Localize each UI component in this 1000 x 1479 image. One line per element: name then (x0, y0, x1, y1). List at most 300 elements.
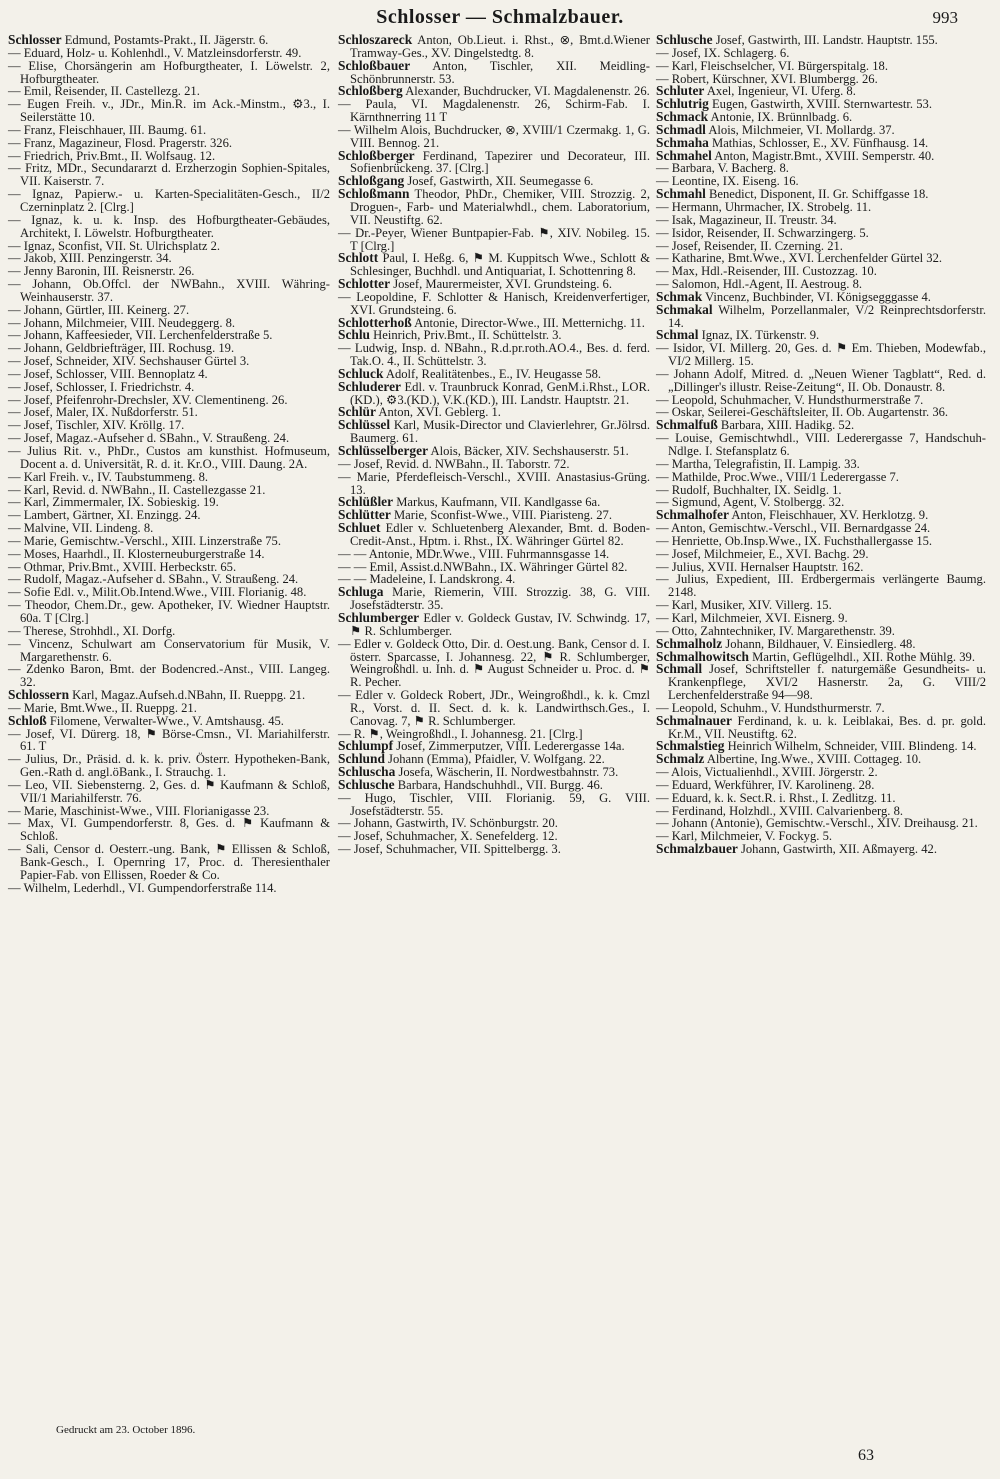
entry-surname: — (8, 803, 21, 818)
entry-surname: — (8, 662, 21, 677)
entry-surname: — (8, 58, 21, 73)
entry-details: Karl, Musiker, XIV. Villerg. 15. (668, 598, 832, 613)
entry-surname: — (8, 585, 21, 600)
entry-details: Johann, Gürtler, III. Keinerg. 27. (20, 302, 190, 317)
entry-details: Edl. v. Traunbruck Konrad, GenM.i.Rhst., LOR.(KD.), ⚙3.(KD.), V.K.(KD.), III. Landstr. Hauptstr. 21. (350, 379, 650, 407)
entry-details: Eugen, Gastwirth, XVIII. Sternwartestr. 53. (708, 97, 932, 112)
entry-surname: — (8, 405, 21, 420)
entry-details: Marie, Riemerin, VIII. Strozzig. 38, G. VIII. Josefstädterstr. 35. (350, 585, 650, 613)
entry-details: Antonie, MDr.Wwe., VIII. Fuhrmannsgasse 14. (366, 546, 610, 561)
entry-details: Karl, Magaz.Aufseh.d.NBahn, II. Rueppg. 21. (69, 688, 306, 703)
entry-details: Emil, Reisender, II. Castellezg. 21. (20, 84, 200, 99)
page-header (0, 6, 1000, 32)
entry-surname: Schluderer (338, 378, 401, 394)
entry-surname: Schmalholz (656, 635, 723, 651)
entry-surname: — (8, 700, 21, 715)
entry-surname: — (656, 623, 669, 638)
entry-surname: — (656, 572, 669, 587)
running-title: Schlosser — Schmalzbauer. (376, 6, 624, 28)
entry-surname: — (8, 508, 21, 523)
entry-surname: Schlusche (656, 32, 713, 47)
page-number: 993 (932, 8, 958, 27)
directory-entry (8, 214, 330, 240)
entry-surname: — (8, 251, 21, 266)
entry-surname: — (656, 533, 669, 548)
entry-details: Leo, VII. Siebensterng. 2, Ges. d. ⚑ Kaufmann & Schloß, VII/1 Mariahilferstr. 76. (20, 777, 330, 805)
entry-surname: Schlosser (8, 32, 62, 47)
entry-details: Isak, Magazineur, II. Treustr. 34. (668, 212, 837, 227)
entry-details: Madeleine, I. Landskrong. 4. (366, 572, 516, 587)
entry-surname: Schmack (656, 109, 709, 125)
entry-details: Josef, Maurermeister, XVI. Grundsteing. 6. (390, 277, 612, 292)
entry-details: Ludwig, Insp. d. NBahn., R.d.pr.roth.AO.4., Bes. d. ferd. Tak.O. 4., II. Schüttelstr. 3. (350, 341, 650, 369)
entry-surname: Schmalfuß (656, 417, 718, 433)
entry-surname: Schluscha (338, 764, 396, 780)
entry-details: Friedrich, Priv.Bmt., II. Wolfsaug. 12. (20, 148, 216, 163)
entry-surname: Schmahel (656, 147, 712, 163)
entry-details: Isidor, Reisender, II. Schwarzingerg. 5. (668, 225, 869, 240)
entry-details: Wilhelm, Porzellanmaler, V/2 Reinprechtsdorferstr. 14. (668, 302, 986, 330)
entry-details: Marie, Bmt.Wwe., II. Rueppg. 21. (20, 700, 197, 715)
entry-details: Julius, Expedient, III. Erdbergermais verlängerte Baumg. 2148. (668, 572, 986, 600)
entry-details: Leopoldine, F. Schlotter & Hanisch, Kreidenverfertiger, XVI. Grundsteing. 6. (350, 289, 650, 317)
directory-entry (338, 471, 650, 497)
entry-surname: — (8, 495, 21, 510)
entry-details: Jenny Baronin, III. Reisnerstr. 26. (20, 264, 195, 279)
entry-surname: Schmalz (656, 751, 705, 767)
entry-details: Robert, Kürschner, XVI. Blumbergg. 26. (668, 71, 878, 86)
entry-surname: — (656, 277, 669, 292)
entry-surname: — (656, 598, 669, 613)
directory-entry (656, 368, 986, 394)
entry-details: Axel, Ingenieur, VI. Uferg. 8. (704, 84, 856, 99)
entry-surname: — (8, 238, 21, 253)
entry-surname: Schlu (338, 327, 371, 343)
entry-surname: — (8, 598, 21, 613)
entry-surname: Schloßbauer (338, 57, 411, 73)
entry-details: Josef, Revid. d. NWBahn., II. Taborstr. 72. (350, 456, 570, 471)
entry-surname: — (656, 264, 669, 279)
entry-surname: — (8, 97, 21, 112)
entry-details: Emil, Assist.d.NWBahn., IX. Währinger Gürtel 82. (366, 559, 628, 574)
directory-entry (338, 252, 650, 278)
entry-details: Alois, Bäcker, XIV. Sechshauserstr. 51. (428, 444, 629, 458)
entry-surname: — (8, 418, 21, 433)
entry-details: Ferdinand, k. u. k. Leiblakai, Bes. d. pr. gold. Kr.M., VII. Neustiftg. 62. (668, 713, 986, 741)
entry-surname: — (338, 97, 351, 112)
entry-details: Benedict, Disponent, II. Gr. Schiffgasse 18. (705, 187, 929, 202)
entry-surname: Schluter (656, 83, 705, 99)
entry-surname: — (656, 392, 669, 407)
entry-details: Marie, Gemischtw.-Verschl., XIII. Linzerstraße 75. (20, 533, 282, 548)
entry-surname: — (656, 790, 669, 805)
entry-details: Zdenko Baron, Bmt. der Bodencred.-Anst., VIII. Langeg. 32. (20, 662, 330, 690)
entry-details: Moses, Haarhdl., II. Klosterneuburgerstraße 14. (20, 546, 265, 561)
directory-entry (338, 342, 650, 368)
directory-entry (8, 162, 330, 188)
entry-surname: — (8, 546, 21, 561)
entry-details: Karl, Musik-Director und Clavierlehrer, Gr.Jölrsd. Baumerg. 61. (350, 418, 650, 446)
directory-entry (8, 753, 330, 779)
entry-details: Heinrich, Priv.Bmt., II. Schüttelstr. 3. (370, 328, 562, 343)
entry-details: Vincenz, Schulwart am Conservatorium für Musik, V. Margarethenstr. 6. (20, 636, 330, 664)
entry-details: Josefa, Wäscherin, II. Nordwestbahnstr. 73. (395, 765, 619, 780)
entry-surname: — (8, 148, 21, 163)
entry-surname: — (338, 688, 351, 703)
entry-details: Katharine, Bmt.Wwe., XVI. Lerchenfelder Gürtel 32. (668, 251, 943, 266)
directory-entry (656, 432, 986, 458)
entry-surname: Schloßmann (338, 186, 410, 202)
entry-details: Ferdinand, Tapezirer und Decorateur, III. Sofienbrückeng. 37. [Clrg.] (350, 148, 650, 176)
entry-details: Johann Adolf, Mitred. d. „Neuen Wiener Tagblatt“, Red. d. „Dillinger's illustr. Reise-Zeitung“, II. Ob. Donaustr. 8. (668, 366, 986, 394)
entry-details: Max, VI. Gumpendorferstr. 8, Ges. d. ⚑ Kaufmann & Schloß. (20, 816, 330, 844)
entry-surname: — (656, 45, 669, 60)
entry-details: Theodor, PhDr., Chemiker, VIII. Strozzig. 2, Droguen-, Farb- und Materialwhdl., chem. Laboratorium, VII. Neustiftg. 62. (350, 187, 650, 227)
directory-entry (656, 342, 986, 368)
entry-surname: Schmalstieg (656, 738, 725, 754)
entry-surname: — (8, 187, 21, 202)
entry-details: Johann, Bildhauer, V. Einsiedlerg. 48. (722, 636, 916, 651)
entry-surname: — (338, 289, 351, 304)
entry-surname: Schlüssel (338, 417, 391, 433)
entry-details: Josef, Reisender, II. Czerning. 21. (668, 238, 843, 253)
entry-details: Adolf, Realitätenbes., E., IV. Heugasse 58. (383, 366, 602, 381)
entry-details: Max, Hdl.-Reisender, III. Custozzag. 10. (668, 264, 877, 279)
entry-details: Anton, Magistr.Bmt., XVIII. Semperstr. 40. (711, 148, 935, 163)
entry-details: Josef, Schuhmacher, X. Senefelderg. 12. (350, 829, 558, 844)
entry-surname: — (8, 636, 21, 651)
directory-entry (338, 638, 650, 689)
entry-details: Filomene, Verwalter-Wwe., V. Amtshausg. 45. (46, 713, 284, 728)
entry-surname: Schmalhowitsch (656, 648, 750, 664)
entry-details: Heinrich Wilhelm, Schneider, VIII. Blindeng. 14. (724, 739, 977, 754)
entry-surname: Schloß (8, 712, 47, 728)
entry-surname: — — (338, 559, 367, 574)
directory-entry (338, 792, 650, 818)
entry-surname: — (8, 161, 21, 176)
entry-surname: — (338, 816, 351, 831)
entry-surname: Schloszareck (338, 32, 413, 47)
entry-surname: — (8, 379, 21, 394)
entry-details: Antonie, IX. Brünnlbadg. 6. (708, 110, 853, 125)
entry-details: Karl, Milchmeier, V. Fockyg. 5. (668, 829, 833, 844)
entry-surname: Schmall (656, 661, 703, 677)
entry-surname: Schmak (656, 288, 703, 304)
entry-details: Karl, Revid. d. NWBahn., II. Castellezgasse 21. (20, 482, 266, 497)
entry-surname: — (338, 341, 351, 356)
directory-entry (338, 291, 650, 317)
entry-surname: Schlusche (338, 776, 395, 792)
entry-surname: — (8, 264, 21, 279)
entry-surname: — (338, 225, 351, 240)
entry-details: Hermann, Uhrmacher, IX. Strobelg. 11. (668, 199, 872, 214)
entry-details: Mathilde, Proc.Wwe., VIII/1 Lederergasse 7. (668, 469, 899, 484)
entry-surname: — (338, 456, 351, 471)
entry-details: Eduard, Werkführer, IV. Karolineng. 28. (668, 777, 875, 792)
entry-details: Anton, Gemischtw.-Verschl., VII. Bernardgasse 24. (668, 521, 931, 536)
entry-details: Johann, Ob.Offcl. der NWBahn., XVIII. Währing-Weinhauserstr. 37. (20, 277, 330, 304)
entry-details: Ignaz, k. u. k. Insp. des Hofburgtheater-Gebäudes, Architekt, I. Löwelstr. Hofburgtheater. (20, 212, 330, 240)
entry-details: Josef, Magaz.-Aufseher d. SBahn., V. Straußeng. 24. (20, 431, 290, 446)
entry-surname: — (338, 790, 351, 805)
entry-details: Josef, Tischler, XIV. Kröllg. 17. (20, 418, 185, 433)
entry-details: Eduard, Holz- u. Kohlenhdl., V. Matzleinsdorferstr. 49. (20, 45, 302, 60)
entry-surname: — (656, 559, 669, 574)
entry-surname: — (8, 328, 21, 343)
directory-entry (8, 188, 330, 214)
entry-surname: — (8, 521, 21, 536)
entry-surname: — (8, 572, 21, 587)
entry-surname: — (8, 482, 21, 497)
entry-details: Anton, Tischler, XII. Meidling-Schönbrunnerstr. 53. (350, 58, 650, 86)
entry-surname: — (8, 341, 21, 356)
entry-details: Jakob, XIII. Penzingerstr. 34. (20, 251, 172, 266)
entry-details: Isidor, VI. Millerg. 20, Ges. d. ⚑ Em. Thieben, Modewfab., VI/2 Millerg. 15. (668, 341, 986, 369)
entry-details: Edler v. Goldeck Gustav, IV. Schwindg. 17, ⚑ R. Schlumberger. (350, 610, 650, 638)
entry-details: Franz, Fleischhauer, III. Baumg. 61. (20, 122, 207, 137)
directory-entry (338, 34, 650, 60)
entry-details: Johann, Gastwirth, IV. Schönburgstr. 20. (350, 816, 558, 831)
entry-surname: Schmakal (656, 301, 713, 317)
entry-surname: Schluck (338, 365, 384, 381)
entry-surname: Schlütter (338, 507, 391, 523)
directory-entry (8, 663, 330, 689)
entry-details: Oskar, Seilerei-Geschäftsleiter, II. Ob. Augartenstr. 36. (668, 405, 949, 420)
entry-details: Eugen Freih. v., JDr., Min.R. im Ack.-Minstm., ⚙3., I. Seilerstätte 10. (20, 97, 330, 125)
entry-details: Josef, Schlosser, VIII. Bennoplatz 4. (20, 366, 208, 381)
entry-details: Vincenz, Buchbinder, VI. Königsegggasse 4. (702, 289, 931, 304)
entry-details: Henriette, Ob.Insp.Wwe., IX. Fuchsthallergasse 15. (668, 533, 933, 548)
entry-surname: — (656, 405, 669, 420)
entry-details: Alexander, Buchdrucker, VI. Magdalenenstr. 26. (402, 84, 650, 99)
entry-surname: — (8, 533, 21, 548)
entry-surname: — (656, 765, 669, 780)
entry-surname: Schlutrig (656, 96, 709, 112)
directory-column-2 (338, 34, 650, 856)
entry-details: Edler v. Schluetenberg Alexander, Bmt. d. Boden-Credit-Anst., Hptm. i. Rhst., IX. Währinger Gürtel 82. (350, 521, 650, 548)
entry-details: Julius, Dr., Präsid. d. k. k. priv. Österr. Hypotheken-Bank, Gen.-Rath d. angl.öBank., I. Strauchg. 1. (20, 752, 330, 780)
directory-entry (656, 573, 986, 599)
directory-entry (656, 843, 986, 856)
entry-details: Josef, VI. Dürerg. 18, ⚑ Börse-Cmsn., VI. Mariahilferstr. 61. T (20, 726, 330, 754)
entry-surname: — (656, 456, 669, 471)
entry-surname: — — (338, 546, 367, 561)
entry-surname: — (656, 482, 669, 497)
entry-surname: — (656, 341, 669, 356)
entry-details: Edmund, Postamts-Prakt., II. Jägerstr. 6. (61, 33, 269, 47)
entry-details: Josef, Maler, IX. Nußdorferstr. 51. (20, 405, 198, 420)
entry-details: Josef, Milchmeier, E., XVI. Bachg. 29. (668, 546, 869, 561)
directory-entry (338, 419, 650, 445)
entry-details: Karl Freih. v., IV. Taubstummeng. 8. (20, 469, 209, 484)
entry-details: Rudolf, Magaz.-Aufseher d. SBahn., V. Straußeng. 24. (20, 572, 299, 587)
entry-surname: — (656, 71, 669, 86)
entry-details: Franz, Magazineur, Flosd. Pragerstr. 326. (20, 135, 233, 150)
entry-surname: Schmalnauer (656, 712, 732, 728)
print-date: Gedruckt am 23. October 1896. (56, 1424, 196, 1436)
entry-details: Karl, Zimmermaler, IX. Sobieskig. 19. (20, 495, 219, 510)
entry-surname: Schlotter (338, 276, 391, 292)
directory-entry (338, 586, 650, 612)
entry-details: Othmar, Priv.Bmt., XVIII. Herbeckstr. 65. (20, 559, 237, 574)
entry-surname: — (656, 174, 669, 189)
entry-surname: Schmahl (656, 186, 706, 202)
entry-surname: — (656, 199, 669, 214)
entry-details: Leontine, IX. Eiseng. 16. (668, 174, 799, 189)
entry-surname: — (656, 469, 669, 484)
entry-details: Marie, Sconfist-Wwe., VIII. Piaristeng. 27. (390, 508, 612, 523)
entry-surname: — (656, 251, 669, 266)
entry-surname: — (8, 366, 21, 381)
entry-surname: Schloßberg (338, 83, 403, 99)
directory-entry (338, 124, 650, 150)
entry-details: Elise, Chorsängerin am Hofburgtheater, I. Löwelstr. 2, Hofburgtheater. (20, 58, 330, 86)
entry-details: Paul, I. Heßg. 6, ⚑ M. Kuppitsch Wwe., Schlott & Schlesinger, Buchhdl. und Antiquariat, I. Schottenring 8. (350, 251, 650, 279)
entry-details: Sigmund, Agent, V. Stolbergg. 32. (668, 495, 845, 510)
directory-entry (338, 378, 650, 407)
entry-surname: — (656, 521, 669, 536)
entry-surname: — (8, 392, 21, 407)
entry-surname: Schlüsselberger (338, 443, 429, 458)
entry-details: Mathias, Schlosser, E., XV. Fünfhausg. 14. (708, 135, 929, 150)
directory-column-3 (656, 34, 986, 856)
entry-details: Karl, Fleischselcher, VI. Bürgerspitalg. 18. (668, 58, 888, 73)
entry-details: Ignaz, IX. Türkenstr. 9. (698, 328, 820, 343)
directory-entry (8, 728, 330, 754)
entry-surname: — (338, 842, 351, 857)
entry-surname: — (656, 803, 669, 818)
directory-entry (338, 57, 650, 86)
entry-details: R. ⚑, Weingroßhdl., I. Johannesg. 21. [Clrg.] (350, 726, 583, 741)
entry-surname: — (8, 302, 21, 317)
entry-surname: Schloßgang (338, 173, 405, 189)
entry-details: Ferdinand, Holzhdl., XVIII. Calvarienberg. 8. (668, 803, 904, 818)
entry-surname: — (656, 366, 669, 381)
directory-entry (8, 278, 330, 304)
entry-surname: — (8, 315, 21, 330)
entry-details: Hugo, Tischler, VIII. Florianig. 59, G. VIII. Josefstädterstr. 55. (350, 790, 650, 818)
entry-surname: — (8, 559, 21, 574)
entry-details: Alois, Milchmeier, VI. Mollardg. 37. (705, 122, 895, 137)
entry-details: Ignaz, Sconfist, VII. St. Ulrichsplatz 2. (20, 238, 221, 253)
entry-surname: — (338, 122, 351, 137)
entry-details: Alois, Victualienhdl., XVIII. Jörgerstr. 2. (668, 765, 878, 780)
entry-surname: — (656, 225, 669, 240)
directory-entry (8, 599, 330, 625)
entry-surname: — (338, 829, 351, 844)
entry-details: Johann (Antonie), Gemischtw.-Verschl., XIV. Dreihausg. 21. (668, 816, 978, 831)
entry-surname: Schlossern (8, 687, 70, 703)
entry-surname: — (656, 816, 669, 831)
entry-surname: — (8, 623, 21, 638)
directory-entry (338, 98, 650, 124)
entry-surname: Schlumberger (338, 609, 420, 625)
directory-entry (338, 689, 650, 728)
entry-details: Antonie, Director-Wwe., III. Metternichg. 11. (411, 315, 645, 330)
entry-surname: — (8, 277, 21, 292)
entry-surname: — (656, 58, 669, 73)
entry-details: Sali, Censor d. Oesterr.-ung. Bank, ⚑ Ellissen & Schloß, Bank-Gesch., I. Opernring 17, Proc. d. Theresienthaler Papier-Fab. von Ellissen, Roeder & Co. (20, 842, 330, 882)
entry-details: Julius, XVII. Hernalser Hauptstr. 162. (668, 559, 864, 574)
entry-surname: — (656, 829, 669, 844)
entry-surname: — (656, 161, 669, 176)
entry-details: Anton, XVI. Geblerg. 1. (375, 405, 501, 420)
entry-details: Marie, Maschinist-Wwe., VIII. Florianigasse 23. (20, 803, 270, 818)
entry-surname: — (656, 495, 669, 510)
entry-details: Josef, Schlosser, I. Friedrichstr. 4. (20, 379, 195, 394)
entry-details: Therese, Strohhdl., XI. Dorfg. (20, 623, 176, 638)
directory-entry (338, 522, 650, 548)
directory-entry (338, 147, 650, 176)
entry-details: Josef, Pfeifenrohr-Drechsler, XV. Clementineng. 26. (20, 392, 288, 407)
entry-details: Anton, Fleischhauer, XV. Herklotzg. 9. (728, 508, 929, 523)
entry-details: Barbara, XIII. Hadikg. 52. (717, 418, 855, 433)
entry-surname: Schlund (338, 751, 385, 767)
entry-surname: — (8, 122, 21, 137)
entry-surname: Schmal (656, 327, 699, 343)
entry-details: Edler v. Goldeck Otto, Dir. d. Oest.ung. Bank, Censor d. I. österr. Sparcasse, I. Johannesg. 22, ⚑ R. Schlumberger, Weingroßhdl. u. Inh. d. ⚑ August Schneider u. Proc. d. ⚑ R. Pecher. (350, 636, 650, 690)
entry-surname: — (8, 212, 21, 227)
entry-surname: — (338, 636, 351, 651)
entry-details: Theodor, Chem.Dr., gew. Apotheker, IV. Wiedner Hauptstr. 60a. T [Clrg.] (20, 598, 330, 625)
entry-details: Josef, Schuhmacher, VII. Spittelbergg. 3. (350, 842, 561, 857)
signature-mark: 63 (858, 1447, 874, 1464)
entry-surname: — (656, 546, 669, 561)
entry-details: Rudolf, Buchhalter, IX. Seidlg. 1. (668, 482, 842, 497)
entry-surname: Schlott (338, 250, 379, 266)
directory-entry (656, 663, 986, 702)
entry-details: Johann, Milchmeier, VIII. Neudeggerg. 8. (20, 315, 236, 330)
entry-details: Johann, Kaffeesieder, VII. Lerchenfelderstraße 5. (20, 328, 273, 343)
entry-surname: — (8, 135, 21, 150)
entry-details: Leopold, Schuhmacher, V. Hundsthurmerstraße 7. (668, 392, 924, 407)
entry-details: Salomon, Hdl.-Agent, II. Aestroug. 8. (668, 277, 863, 292)
entry-details: Wilhelm Alois, Buchdrucker, ⊗, XVIII/1 Czermakg. 1, G. VIII. Bennog. 21. (350, 122, 650, 150)
entry-surname: — (8, 816, 21, 831)
directory-entry (8, 638, 330, 664)
entry-surname: — (656, 777, 669, 792)
directory-entry (8, 445, 330, 471)
directory-entry (656, 301, 986, 330)
entry-surname: — (338, 726, 351, 741)
entry-surname: — (656, 238, 669, 253)
entry-details: Julius Rit. v., PhDr., Custos am kunsthist. Hofmuseum, Docent a. d. Universität, R. d. it. Kr.O., VIII. Daung. 2A. (20, 444, 330, 471)
entry-details: Anton, Ob.Lieut. i. Rhst., ⊗, Bmt.d.Wiener Tramway-Ges., XV. Dingelstedtg. 8. (350, 33, 650, 60)
entry-surname: — (8, 84, 21, 99)
entry-surname: Schluga (338, 584, 384, 600)
entry-details: Martha, Telegrafistin, II. Lampig. 33. (668, 456, 860, 471)
entry-surname: — (8, 469, 21, 484)
directory-entry (338, 843, 650, 856)
entry-details: Josef, IX. Schlagerg. 6. (668, 45, 790, 60)
entry-details: Paula, VI. Magdalenenstr. 26, Schirm-Fab. I. Kärnthnerring 11 T (350, 97, 650, 125)
entry-details: Edler v. Goldeck Robert, JDr., Weingroßhdl., k. k. Cmzl R., Vorst. d. II. Sect. d. k. k. Landwirthsch.Ges., I. Canovag. 7, ⚑ R. Schlumberger. (350, 688, 650, 728)
entry-details: Eduard, k. k. Sect.R. i. Rhst., I. Zedlitzg. 11. (668, 790, 896, 805)
entry-details: Josef, Schriftsteller f. naturgemäße Gesundheits- u. Krankenpflege, XVI/2 Hasnerstr. 2a, G. VIII/2 Lerchenfelderstraße 94—98. (668, 662, 986, 703)
entry-details: Barbara, V. Bacherg. 8. (668, 161, 789, 176)
entry-surname: — (8, 431, 21, 446)
directory-entry (8, 60, 330, 86)
entry-surname: Schlotterhoß (338, 314, 412, 330)
entry-surname: — — (338, 572, 367, 587)
entry-surname: Schmadl (656, 121, 706, 137)
entry-details: Sofie Edl. v., Milit.Ob.Intend.Wwe., VIII. Florianig. 48. (20, 585, 307, 600)
directory-entry (8, 779, 330, 805)
entry-details: Johann (Emma), Pfaidler, V. Wolfgang. 22. (384, 752, 605, 767)
entry-surname: — (656, 610, 669, 625)
entry-surname: Schlür (338, 404, 376, 420)
entry-details: Josef, Gastwirth, XII. Seumegasse 6. (404, 174, 594, 189)
